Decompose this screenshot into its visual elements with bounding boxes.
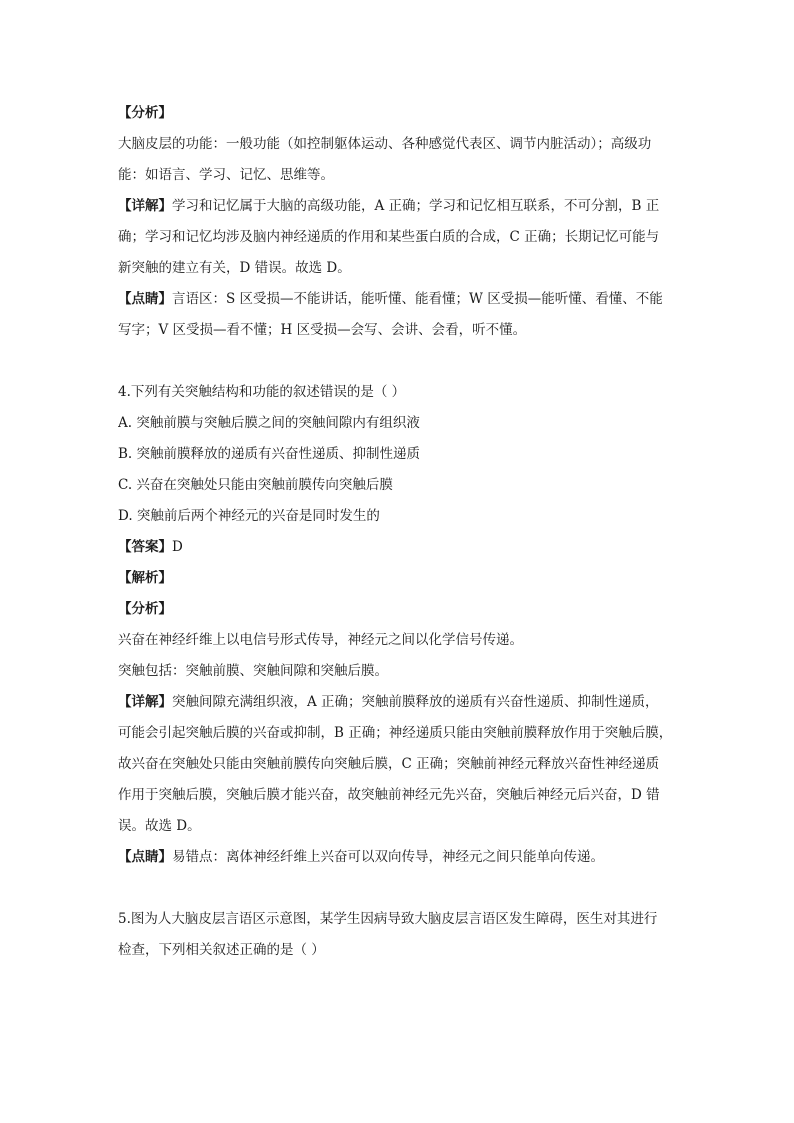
point-paragraph bbox=[118, 847, 678, 867]
question-5-stem: 5.图为人大脑皮层言语区示意图，某学生因病导致大脑皮层言语区发生障碍，医生对其进行 bbox=[118, 911, 658, 927]
answer-row bbox=[118, 537, 678, 557]
detail-text: 突触间隙充满组织液，A 正确；突触前膜释放的递质有兴奋性递质、抑制性递质， bbox=[172, 694, 659, 710]
analysis-text: 大脑皮层的功能：一般功能（如控制躯体运动、各种感觉代表区、调节内脏活动）；高级功 bbox=[118, 136, 652, 152]
point-text: 写字；V 区受损—看不懂；H 区受损—会写、会讲、会看，听不懂。 bbox=[118, 322, 527, 338]
answer-heading: 【答案】 bbox=[118, 539, 172, 555]
detail-text: 作用于突触后膜，突触后膜才能兴奋，故突触前神经元先兴奋，突触后神经元后兴奋，D 错 bbox=[118, 787, 660, 803]
point-text: 言语区：S 区受损—不能讲话，能听懂、能看懂；W 区受损—能听懂、看懂、不能 bbox=[172, 291, 663, 307]
question-4-option-a: A. 突触前膜与突触后膜之间的突触间隙内有组织液 bbox=[118, 415, 420, 431]
question-4-option-c: C. 兴奋在突触处只能由突触前膜传向突触后膜 bbox=[118, 477, 393, 493]
detail-text: 故兴奋在突触处只能由突触前膜传向突触后膜，C 正确；突触前神经元释放兴奋性神经递质 bbox=[118, 756, 660, 772]
analysis-text: 能：如语言、学习、记忆、思维等。 bbox=[118, 167, 334, 183]
question-4-option-d: D. 突触前后两个神经元的兴奋是同时发生的 bbox=[118, 508, 380, 524]
point-paragraph bbox=[118, 289, 678, 309]
point-text: 易错点：离体神经纤维上兴奋可以双向传导，神经元之间只能单向传递。 bbox=[172, 849, 604, 865]
detail-text: 新突触的建立有关，D 错误。故选 D。 bbox=[118, 260, 351, 276]
analysis-text: 兴奋在神经纤维上以电信号形式传导，神经元之间以化学信号传递。 bbox=[118, 632, 523, 648]
question-4-option-b: B. 突触前膜释放的递质有兴奋性递质、抑制性递质 bbox=[118, 446, 421, 462]
detail-heading: 【详解】 bbox=[118, 694, 172, 710]
detail-paragraph bbox=[118, 692, 678, 712]
question-4-stem: 4.下列有关突触结构和功能的叙述错误的是（ ） bbox=[118, 384, 406, 400]
detail-text: 确；学习和记忆均涉及脑内神经递质的作用和某些蛋白质的合成，C 正确；长期记忆可能与 bbox=[118, 229, 660, 245]
detail-heading: 【详解】 bbox=[118, 198, 172, 214]
detail-text: 误。故选 D。 bbox=[118, 818, 201, 834]
explanation-heading: 【解析】 bbox=[118, 570, 172, 586]
detail-text: 学习和记忆属于大脑的高级功能，A 正确；学习和记忆相互联系，不可分割，B 正 bbox=[172, 198, 660, 214]
point-heading: 【点睛】 bbox=[118, 849, 172, 865]
analysis-text: 突触包括：突触前膜、突触间隙和突触后膜。 bbox=[118, 663, 388, 679]
answer-value: D bbox=[172, 539, 183, 555]
point-heading: 【点睛】 bbox=[118, 291, 172, 307]
detail-paragraph bbox=[118, 196, 678, 216]
question-5-stem: 检查，下列相关叙述正确的是（ ） bbox=[118, 942, 325, 958]
analysis-heading: 【分析】 bbox=[118, 105, 172, 121]
analysis-heading: 【分析】 bbox=[118, 601, 172, 617]
detail-text: 可能会引起突触后膜的兴奋或抑制，B 正确；神经递质只能由突触前膜释放作用于突触后膜， bbox=[118, 725, 673, 741]
